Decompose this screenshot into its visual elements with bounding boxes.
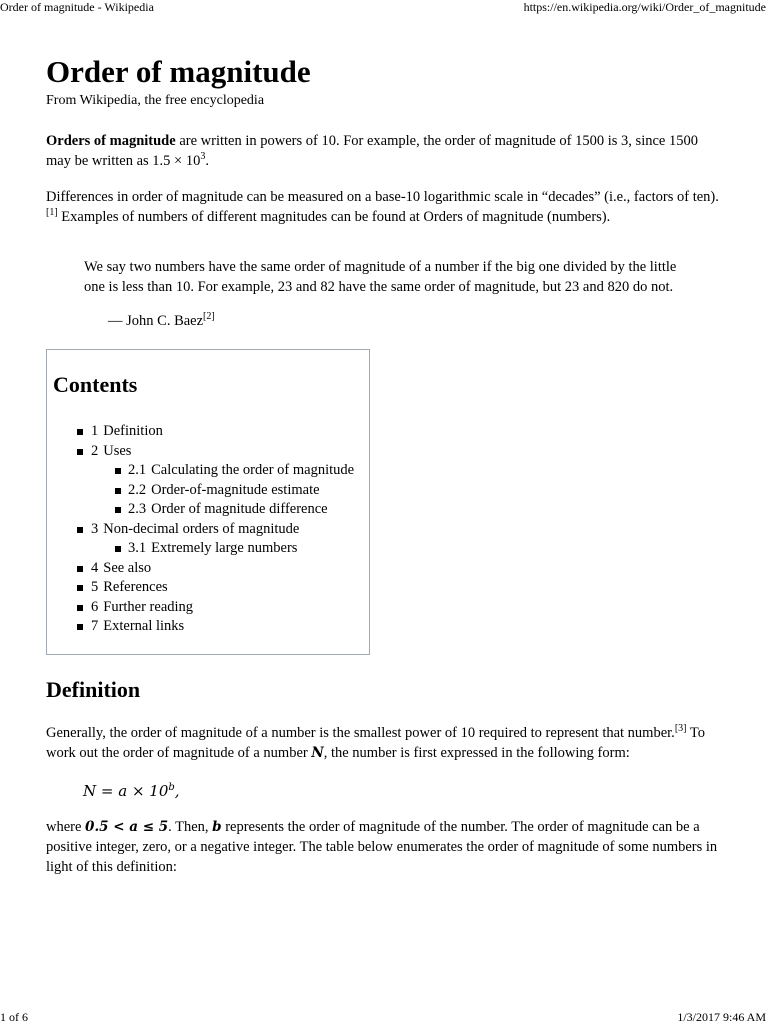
bullet-icon xyxy=(77,605,83,611)
quote-attribution xyxy=(108,311,726,331)
bullet-icon xyxy=(77,624,83,630)
toc-number: 2 xyxy=(91,442,99,459)
toc-item-see-also[interactable] xyxy=(53,559,369,579)
toc-item-references[interactable] xyxy=(53,578,369,598)
toc-item-external-links[interactable] xyxy=(53,617,369,637)
print-header-title: Order of magnitude - Wikipedia xyxy=(0,0,154,14)
toc-number: 2.3 xyxy=(128,501,147,517)
toc-number: 5 xyxy=(91,579,99,595)
bullet-icon xyxy=(115,488,121,494)
formula-end: , xyxy=(174,782,180,800)
toc-label: References xyxy=(103,579,168,595)
toc-number: 4 xyxy=(91,559,99,576)
bullet-icon xyxy=(77,566,83,572)
toc-label: External links xyxy=(103,618,185,634)
toc-number: 7 xyxy=(91,618,99,634)
definition-text-c: , the number is first expressed in the following form: xyxy=(323,745,630,761)
toc-label: See also xyxy=(103,559,152,576)
toc-item-non-decimal[interactable] xyxy=(53,520,369,540)
article-content xyxy=(46,52,726,877)
bullet-icon xyxy=(77,449,83,455)
intro-exponent: 3 xyxy=(200,151,206,163)
definition-text-b: To work out the order of magnitude of a number xyxy=(46,725,705,761)
decades-text-b: Examples of numbers of different magnitudes can be found at Orders of magnitude (numbers). xyxy=(57,209,611,225)
where-text-c: represents the order of magnitude of the number. The order of magnitude can be a positive integer, zero, or a negative integer. The table below enumerates the order of magnitude of some numbers in light of this definition: xyxy=(46,819,718,875)
table-of-contents xyxy=(46,349,370,655)
toc-label: Uses xyxy=(103,442,132,459)
section-heading-definition: Definition xyxy=(46,677,141,702)
formula-exponent: b xyxy=(168,782,175,793)
quote-author: — John C. Baez xyxy=(108,313,204,329)
decades-paragraph xyxy=(46,187,726,227)
intro-text-a: are written in powers of 10. For example, the order of magnitude of 1500 is 3, since 1500 may be written as 1.5 × 10 xyxy=(46,133,698,169)
toc-list xyxy=(53,422,369,637)
ref-1-link[interactable]: [1] xyxy=(46,207,58,219)
bullet-icon xyxy=(77,585,83,591)
toc-number: 3 xyxy=(91,520,99,537)
toc-number: 6 xyxy=(91,598,99,615)
print-footer-date: 1/3/2017 9:46 AM xyxy=(677,1010,766,1024)
page-subtitle: From Wikipedia, the free encyclopedia xyxy=(46,93,265,108)
bullet-icon xyxy=(115,468,121,474)
print-footer-page: 1 of 6 xyxy=(0,1010,28,1024)
toc-number: 3.1 xyxy=(128,540,147,556)
toc-label: Non-decimal orders of magnitude xyxy=(103,520,300,537)
toc-item-uses[interactable] xyxy=(53,442,369,462)
definition-paragraph xyxy=(46,723,726,763)
intro-text-b: . xyxy=(205,153,209,169)
toc-label: Calculating the order of magnitude xyxy=(151,462,355,478)
intro-paragraph xyxy=(46,131,726,171)
where-text-a: where xyxy=(46,819,86,835)
bullet-icon xyxy=(115,507,121,513)
bullet-icon xyxy=(77,527,83,533)
math-variable-b: b xyxy=(212,819,222,835)
definition-text-a: Generally, the order of magnitude of a number is the smallest power of 10 required to represent that number. xyxy=(46,725,675,741)
where-text-b: . Then, xyxy=(168,819,213,835)
toc-number: 2.2 xyxy=(128,481,147,498)
toc-item-estimate[interactable] xyxy=(53,481,369,501)
toc-item-definition[interactable] xyxy=(53,422,369,442)
toc-label: Order of magnitude difference xyxy=(151,501,328,517)
toc-number: 1 xyxy=(91,423,99,439)
where-paragraph xyxy=(46,817,726,877)
toc-item-calculating[interactable] xyxy=(53,461,369,481)
page-title: Order of magnitude xyxy=(46,54,311,89)
toc-item-further-reading[interactable] xyxy=(53,598,369,618)
toc-label: Further reading xyxy=(103,598,194,615)
bullet-icon xyxy=(115,546,121,552)
toc-item-large-numbers[interactable] xyxy=(53,539,369,559)
formula xyxy=(83,779,726,803)
math-inequality: 0.5 < a ≤ 5 xyxy=(85,819,169,835)
formula-main: N = a × 10 xyxy=(83,782,169,800)
print-header-url: https://en.wikipedia.org/wiki/Order_of_magnitude xyxy=(523,0,766,14)
toc-label: Definition xyxy=(103,423,163,439)
toc-label: Order-of-magnitude estimate xyxy=(151,481,320,498)
intro-bold-term: Orders of magnitude xyxy=(46,133,176,149)
toc-number: 2.1 xyxy=(128,462,147,478)
bullet-icon xyxy=(77,429,83,435)
toc-title: Contents xyxy=(53,372,138,397)
ref-2-link[interactable]: [2] xyxy=(203,311,215,323)
ref-3-link[interactable]: [3] xyxy=(674,723,687,735)
toc-label: Extremely large numbers xyxy=(151,540,298,556)
toc-item-difference[interactable] xyxy=(53,500,369,520)
decades-text-a: Differences in order of magnitude can be measured on a base-10 logarithmic scale in “decades” (i.e., factors of ten). xyxy=(46,189,719,205)
blockquote: We say two numbers have the same order of magnitude of a number if the big one divided by the little one is less than 10. For example, 23 and 82 have the same order of magnitude, but 23 and 820 do not. xyxy=(84,259,677,295)
math-variable-n: N xyxy=(311,745,324,761)
